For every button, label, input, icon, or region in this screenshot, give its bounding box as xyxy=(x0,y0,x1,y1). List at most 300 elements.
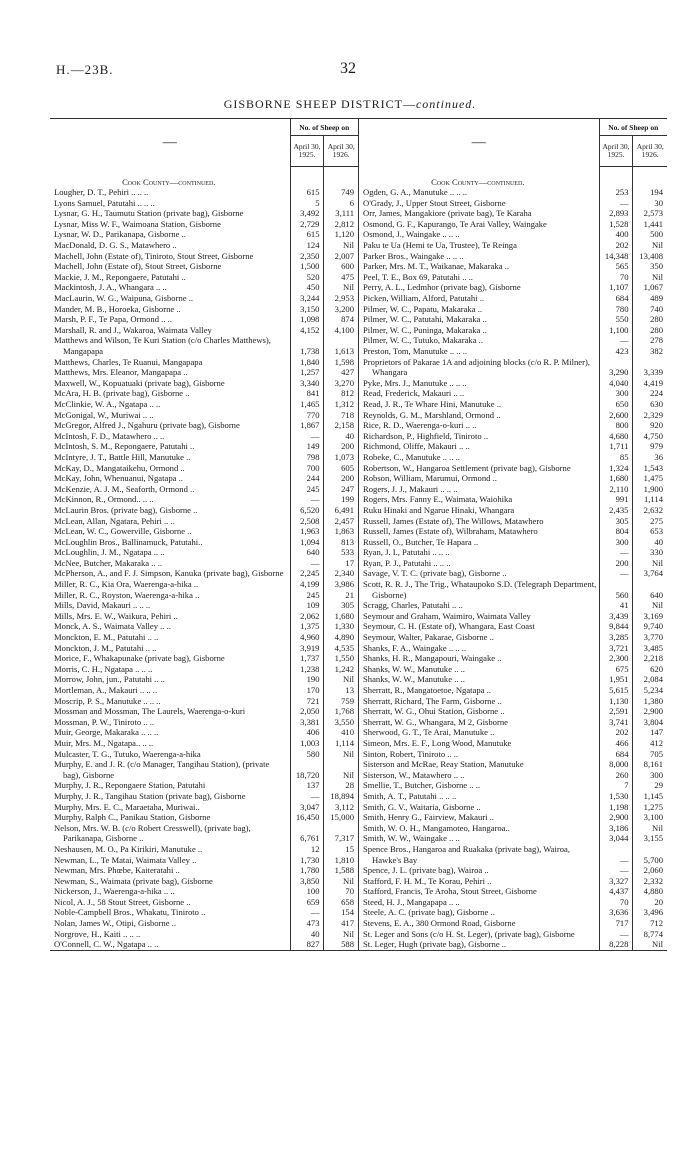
sheep-1925-cell: 550 xyxy=(599,314,633,325)
owner-name-cell: Seymour and Graham, Waimiro, Waimata Valley xyxy=(359,611,599,622)
sheep-1926-cell: 4,100 xyxy=(334,324,354,335)
owner-name-cell: Stafford, F. H. M., Te Korau, Pehiri .. xyxy=(359,876,599,887)
sheep-1925-cell: — xyxy=(290,431,324,442)
table-row xyxy=(359,335,667,346)
owner-name-cell: Osmond, G. F., Kapurango, Te Arai Valley, Waingake xyxy=(359,219,599,230)
sheep-1925-cell: 1,963 xyxy=(290,526,324,537)
sheep-1925-cell: 798 xyxy=(290,452,324,463)
sheep-1926-cell: 605 xyxy=(341,462,354,473)
sheep-1926-cell: 2,812 xyxy=(334,218,354,229)
owner-name-cell: Sisterson and McRae, Reay Station, Manutuke xyxy=(359,759,599,770)
sheep-1926-cell: 1,598 xyxy=(334,356,354,367)
sheep-1925-cell: 1,375 xyxy=(290,621,324,632)
owner-name-cell: Mills, Mrs. E. W., Waikura, Pehiri .. xyxy=(50,611,290,622)
owner-name-cell: Parker Bros., Waingake .. .. .. xyxy=(359,251,599,262)
table-row xyxy=(359,240,667,251)
sheep-1926-cell: 712 xyxy=(650,918,663,929)
table-row xyxy=(50,590,358,601)
table-row xyxy=(359,865,667,876)
table-row xyxy=(50,674,358,685)
table-row xyxy=(359,378,667,389)
sheep-1925-cell: 260 xyxy=(599,770,633,781)
year-1925-header: April 30, 1925. xyxy=(290,136,324,167)
owner-name-cell: Monckton, E. M., Patutahi .. .. xyxy=(50,632,290,643)
sheep-1925-cell: 14,348 xyxy=(599,251,633,262)
table-row xyxy=(50,441,358,452)
owner-name-cell: Lougher, D. T., Pehiri .. .. .. xyxy=(50,187,290,198)
sheep-1925-cell: 1,680 xyxy=(599,473,633,484)
sheep-1925-cell: 717 xyxy=(599,918,633,929)
sheep-1925-cell: 3,850 xyxy=(290,876,324,887)
sheep-1926-cell: 500 xyxy=(650,229,663,240)
sheep-1926-cell: 3,112 xyxy=(334,801,354,812)
sheep-1926-cell: 4,419 xyxy=(643,377,663,388)
owner-name-cell: Rogers, Mrs. Fanny E., Waimata, Waiohika xyxy=(359,494,599,505)
sheep-1925-cell: 804 xyxy=(599,526,633,537)
sheep-1926-cell: Nil xyxy=(343,282,354,293)
table-row xyxy=(50,664,358,675)
sheep-1926-cell: 70 xyxy=(345,886,354,897)
owner-name-cell: Robson, William, Marumui, Ormond .. xyxy=(359,473,599,484)
owner-name-cell: Matthews, Mrs. Eleanor, Mangapapa .. xyxy=(50,367,290,378)
table-row xyxy=(359,516,667,527)
sheep-1926-cell: 620 xyxy=(650,663,663,674)
sheep-1925-cell: 1,094 xyxy=(290,537,324,548)
sheep-1926-cell: 278 xyxy=(650,335,663,346)
sheep-1925-cell: 124 xyxy=(290,240,324,251)
sheep-1925-cell: 770 xyxy=(290,410,324,421)
sheep-1926-cell: 1,242 xyxy=(334,663,354,674)
sheep-1926-cell: 275 xyxy=(650,515,663,526)
sheep-1925-cell: 3,150 xyxy=(290,304,324,315)
table-row xyxy=(50,452,358,463)
sheep-1925-cell: 4,040 xyxy=(599,378,633,389)
table-row xyxy=(359,770,667,781)
table-row xyxy=(359,208,667,219)
owner-name-cell: Miller, R. C., Kia Ora, Waerenga-a-hika .. xyxy=(50,579,290,590)
sheep-1926-cell: 1,768 xyxy=(334,706,354,717)
sheep-1925-cell: 3,340 xyxy=(290,378,324,389)
sheep-1926-cell: 1,543 xyxy=(643,462,663,473)
table-row xyxy=(359,621,667,632)
sheep-1926-cell: 4,880 xyxy=(643,886,663,897)
sheep-1925-cell: 8,000 xyxy=(599,759,633,770)
owner-name-cell: Mackie, J. M., Repongaere, Patutahi .. xyxy=(50,272,290,283)
owner-name-cell: Newman, S., Waimata (private bag), Gisborne xyxy=(50,876,290,887)
owner-name-cell: Peel, T. E., Box 69, Patutahi .. .. xyxy=(359,272,599,283)
table-row xyxy=(359,918,667,929)
sheep-1925-cell: 200 xyxy=(599,558,633,569)
sheep-1925-cell: 1,840 xyxy=(290,357,324,368)
sheep-1926-cell: Nil xyxy=(343,748,354,759)
sheep-1925-cell: 406 xyxy=(290,727,324,738)
table-row xyxy=(50,240,358,251)
table-row xyxy=(359,293,667,304)
owner-name-cell: Muir, Mrs. M., Ngatapa.. .. .. xyxy=(50,738,290,749)
table-row xyxy=(359,399,667,410)
sheep-1926-cell: Nil xyxy=(343,875,354,886)
sheep-1926-cell: 4,535 xyxy=(334,642,354,653)
owner-name-cell: Nelson, Mrs. W. B. (c/o Robert Cresswell), (private bag), Parikanapa, Gisborne .. xyxy=(50,823,290,844)
section-heading: Cook County—continued. xyxy=(50,167,290,188)
owner-name-cell: McClinkie, W. A., Ngatapa .. .. xyxy=(50,399,290,410)
sheep-1926-cell: 30 xyxy=(654,197,663,208)
document-reference: H.—23B. xyxy=(56,62,114,77)
owner-name-cell: McIntosh, S. M., Repongaere, Patutahi .. xyxy=(50,441,290,452)
table-row xyxy=(50,229,358,240)
table-row xyxy=(359,759,667,770)
owner-name-cell: Smith, Henry G., Fairview, Makauri .. xyxy=(359,812,599,823)
owner-name-cell: McKenzie, A. J. M., Seaforth, Ormond .. xyxy=(50,484,290,495)
sheep-1926-cell: 1,145 xyxy=(643,790,663,801)
owner-name-cell: McKay, John, Whenuanui, Ngatapa .. xyxy=(50,473,290,484)
sheep-1926-cell: 300 xyxy=(650,769,663,780)
sheep-1925-cell: 3,244 xyxy=(290,293,324,304)
owner-name-cell: Preston, Tom, Manutuke .. .. .. xyxy=(359,346,599,357)
sheep-1926-cell: Nil xyxy=(652,240,663,251)
sheep-1926-cell: 4,890 xyxy=(334,632,354,643)
sheep-1926-cell: 382 xyxy=(650,346,663,356)
owner-name-cell: Seymour, Walter, Pakarae, Gisborne .. xyxy=(359,632,599,643)
table-row xyxy=(359,897,667,908)
owner-name-cell: Mortleman, A., Makauri .. .. .. xyxy=(50,685,290,696)
owner-name-cell: Nicol, A. J., 58 Stout Street, Gisborne .. xyxy=(50,897,290,908)
sheep-1925-cell: 650 xyxy=(599,399,633,410)
sheep-1926-cell: 475 xyxy=(341,271,354,282)
sheep-1926-cell: 658 xyxy=(341,896,354,907)
sheep-1925-cell: 85 xyxy=(599,452,633,463)
sheep-1925-cell: 4,437 xyxy=(599,886,633,897)
table-row xyxy=(50,367,358,378)
year-1925-header: April 30, 1925. xyxy=(599,136,633,167)
sheep-1925-cell: 2,062 xyxy=(290,611,324,622)
sheep-1926-cell: 2,084 xyxy=(643,674,663,685)
table-row xyxy=(50,314,358,325)
table-row xyxy=(50,918,358,929)
owner-name-cell: Murphy, J. R., Tangihau Station (private bag), Gisborne xyxy=(50,791,290,802)
table-row xyxy=(50,335,358,356)
sheep-1926-cell: 40 xyxy=(345,430,354,441)
owner-name-cell: Russell, James (Estate of), The Willows, Matawhero xyxy=(359,516,599,527)
sheep-1925-cell: 700 xyxy=(290,463,324,474)
table-row xyxy=(359,441,667,452)
sheep-1925-cell: 565 xyxy=(599,261,633,272)
sheep-1925-cell: 190 xyxy=(290,674,324,685)
sheep-1925-cell: 1,730 xyxy=(290,855,324,866)
sheep-1926-cell: 813 xyxy=(341,536,354,547)
table-row xyxy=(359,791,667,802)
sheep-1925-cell: 305 xyxy=(599,516,633,527)
owner-name-cell: Spence, J. L. (private bag), Wairoa .. xyxy=(359,865,599,876)
table-row xyxy=(359,717,667,728)
table-row xyxy=(50,802,358,813)
owner-name-cell: O'Connell, C. W., Ngatapa .. .. xyxy=(50,939,290,950)
sheep-1926-cell: 1,550 xyxy=(334,653,354,664)
sheep-1925-cell: — xyxy=(599,929,633,940)
table-row xyxy=(359,632,667,643)
owner-name-cell: Newman, L., Te Matai, Waimata Valley .. xyxy=(50,855,290,866)
table-row xyxy=(359,833,667,844)
sheep-1926-cell: 1,275 xyxy=(643,801,663,812)
sheep-1925-cell: 3,439 xyxy=(599,611,633,622)
table-row xyxy=(50,219,358,230)
sheep-1926-cell: 13,408 xyxy=(639,250,663,261)
owner-name-cell: Smellie, T., Butcher, Gisborne .. .. xyxy=(359,780,599,791)
sheep-1926-cell: 8,774 xyxy=(643,928,663,939)
table-row xyxy=(359,812,667,823)
table-row xyxy=(359,547,667,558)
sheep-1925-cell: 70 xyxy=(599,272,633,283)
owner-name-cell: Picken, William, Alford, Patutahi .. xyxy=(359,293,599,304)
owner-name-cell: Sinton, Robert, Tiniroto .. .. xyxy=(359,749,599,760)
sheep-1925-cell: 2,350 xyxy=(290,251,324,262)
owner-name-cell: Mills, David, Makauri .. .. .. xyxy=(50,600,290,611)
table-row xyxy=(50,187,358,198)
owner-name-cell: Sherwood, G. T., Te Arai, Manutuke .. xyxy=(359,727,599,738)
sheep-1926-cell: 3,200 xyxy=(334,303,354,314)
table-row xyxy=(359,823,667,834)
sheep-1926-cell: 1,312 xyxy=(334,398,354,409)
owner-name-cell: McLoughlin, J. M., Ngatapa .. .. xyxy=(50,547,290,558)
owner-name-cell: Richardson, P., Highfield, Tiniroto .. xyxy=(359,431,599,442)
owner-name-cell: Morice, F., Whakapunake (private bag), Gisborne xyxy=(50,653,290,664)
sheep-1926-cell: 588 xyxy=(341,939,354,950)
table-row xyxy=(50,431,358,442)
title-main: GISBORNE SHEEP DISTRICT— xyxy=(223,97,416,111)
owner-name-cell: St. Leger, Hugh (private bag), Gisborne .. xyxy=(359,939,599,950)
sheep-1925-cell: 245 xyxy=(290,590,324,601)
sheep-1925-cell: 137 xyxy=(290,780,324,791)
right-table xyxy=(359,119,667,950)
sheep-1926-cell: 1,114 xyxy=(334,737,354,748)
sheep-1926-cell: 412 xyxy=(650,737,663,748)
sheep-1925-cell: 400 xyxy=(599,229,633,240)
sheep-1926-cell: 2,007 xyxy=(334,250,354,261)
owner-name-cell: McLean, W. C., Gowerville, Gisborne .. xyxy=(50,526,290,537)
owner-name-cell: O'Grady, J., Upper Stout Street, Gisborne xyxy=(359,198,599,209)
owner-name-cell: McGonigal, W., Muriwai .. .. xyxy=(50,410,290,421)
owner-name-cell: Russell, O., Butcher, Te Hapara .. xyxy=(359,537,599,548)
sheep-1926-cell: 2,332 xyxy=(643,875,663,886)
sheep-1925-cell: 2,893 xyxy=(599,208,633,219)
sheep-1925-cell: 684 xyxy=(599,749,633,760)
table-row xyxy=(359,749,667,760)
sheep-1925-cell: 991 xyxy=(599,494,633,505)
sheep-1925-cell: 202 xyxy=(599,240,633,251)
table-row xyxy=(50,526,358,537)
owner-name-cell: Marshall, R. and J., Wakaroa, Waimata Valley xyxy=(50,325,290,336)
sheep-1925-cell: 3,285 xyxy=(599,632,633,643)
owner-name-cell: Shanks, W. W., Manutuke .. .. xyxy=(359,674,599,685)
table-row xyxy=(50,685,358,696)
owner-name-cell: Matthews and Wilson, Te Kuri Station (c/o Charles Matthews), Mangapapa xyxy=(50,335,290,356)
sheep-1925-cell: 2,435 xyxy=(599,505,633,516)
owner-name-cell: Morris, C. H., Ngatapa .. .. .. xyxy=(50,664,290,675)
owner-name-cell: Pilmer, W. C., Tutuko, Makaraka .. xyxy=(359,335,599,346)
sheep-1926-cell: 3,986 xyxy=(334,579,354,590)
table-row xyxy=(359,251,667,262)
table-row xyxy=(359,696,667,707)
sheep-1926-cell: 6,491 xyxy=(334,504,354,515)
table-row xyxy=(50,208,358,219)
sheep-1926-cell: 2,340 xyxy=(334,568,354,579)
owner-name-cell: Matthews, Charles, Te Ruanui, Mangapapa xyxy=(50,357,290,368)
left-table xyxy=(50,119,358,950)
table-row xyxy=(359,357,667,378)
sheep-1925-cell: 3,492 xyxy=(290,208,324,219)
owner-name-cell: Mossman and Mossman, The Laurels, Waerenga-o-kuri xyxy=(50,706,290,717)
sheep-1926-cell: 29 xyxy=(654,780,663,791)
table-row xyxy=(359,939,667,950)
owner-name-cell: Scragg, Charles, Patutahi .. .. xyxy=(359,600,599,611)
owner-name-cell: Perry, A. L., Ledmhor (private bag), Gisborne xyxy=(359,282,599,293)
sheep-1926-cell: 1,380 xyxy=(643,695,663,706)
table-row xyxy=(359,420,667,431)
sheep-1925-cell: 841 xyxy=(290,388,324,399)
table-row xyxy=(50,484,358,495)
table-row xyxy=(50,282,358,293)
sheep-1926-cell: 1,441 xyxy=(643,218,663,229)
sheep-1926-cell: 3,270 xyxy=(334,377,354,388)
table-row xyxy=(50,304,358,315)
sheep-1925-cell: 1,098 xyxy=(290,314,324,325)
owner-name-cell: Miller, R. C., Royston, Waerenga-a-hika .. xyxy=(50,590,290,601)
sheep-1926-cell: 2,329 xyxy=(643,409,663,420)
sheep-1925-cell: — xyxy=(290,791,324,802)
sheep-1926-cell: 1,067 xyxy=(643,282,663,293)
owner-name-cell: Smith, A. T., Patutahi .. .. .. xyxy=(359,791,599,802)
sheep-1925-cell: — xyxy=(290,558,324,569)
sheep-1926-cell: 1,120 xyxy=(334,229,354,240)
sheep-1925-cell: 2,300 xyxy=(599,653,633,664)
sheep-1926-cell: 1,114 xyxy=(643,494,663,505)
sheep-1925-cell: 3,290 xyxy=(599,357,633,378)
sheep-1925-cell: 4,199 xyxy=(290,579,324,590)
sheep-1926-cell: 2,632 xyxy=(643,504,663,515)
sheep-count-header: No. of Sheep on xyxy=(290,119,358,136)
table-row xyxy=(359,452,667,463)
owner-name-cell: Scott, R. R. J., The Trig., Whataupoko S.D. (Telegraph Department, Gisborne) xyxy=(359,579,599,600)
sheep-1925-cell: 170 xyxy=(290,685,324,696)
owner-name-cell: St. Leger and Sons (c/o H. St. Leger), (private bag), Gisborne xyxy=(359,929,599,940)
sheep-1925-cell: 202 xyxy=(599,727,633,738)
table-row xyxy=(359,568,667,579)
table-row xyxy=(50,505,358,516)
owner-name-cell: McKay, D., Mangataikehu, Ormond .. xyxy=(50,463,290,474)
owner-name-cell: Maxwell, W., Kopuatuaki (private bag), Gisborne xyxy=(50,378,290,389)
owner-name-cell: Mander, M. B., Horoeka, Gisborne .. xyxy=(50,304,290,315)
sheep-1925-cell: — xyxy=(599,547,633,558)
table-row xyxy=(359,261,667,272)
table-row xyxy=(359,558,667,569)
owner-name-cell: Pilmer, W. C., Papatu, Makaraka .. xyxy=(359,304,599,315)
sheep-1925-cell: 41 xyxy=(599,600,633,611)
sheep-1925-cell: 3,044 xyxy=(599,833,633,844)
table-row xyxy=(359,664,667,675)
sheep-1925-cell: 1,951 xyxy=(599,674,633,685)
table-row xyxy=(50,357,358,368)
table-row xyxy=(359,929,667,940)
owner-name-cell: Lysnar, Miss W. F., Waimoana Station, Gisborne xyxy=(50,219,290,230)
sheep-1926-cell: 1,680 xyxy=(334,610,354,621)
table-row xyxy=(50,632,358,643)
sheep-1925-cell: — xyxy=(599,198,633,209)
sheep-1926-cell: 410 xyxy=(341,727,354,738)
sheep-1926-cell: 417 xyxy=(341,918,354,929)
sheep-1925-cell: 149 xyxy=(290,441,324,452)
right-table-body xyxy=(359,167,667,950)
sheep-1926-cell: 17 xyxy=(345,557,354,568)
sheep-1925-cell: 1,500 xyxy=(290,261,324,272)
sheep-1926-cell: 740 xyxy=(650,303,663,314)
title-continued: continued. xyxy=(415,97,477,111)
table-row xyxy=(50,293,358,304)
sheep-1925-cell: 5 xyxy=(290,198,324,209)
owner-name-cell: Nickerson, J., Waerenga-a-hika .. .. xyxy=(50,886,290,897)
sheep-1926-cell: 330 xyxy=(650,547,663,558)
sheep-1926-cell: 3,100 xyxy=(643,812,663,823)
sheep-1926-cell: 7,317 xyxy=(334,833,354,844)
owner-name-cell: McIntosh, F. D., Matawhero .. .. xyxy=(50,431,290,442)
sheep-1925-cell: 9,844 xyxy=(599,621,633,632)
owner-name-cell: Proprietors of Pakarae 1A and adjoining blocks (c/o R. P. Milner), Whangara xyxy=(359,357,599,378)
owner-name-cell: McPherson, A., and F. J. Simpson, Kanuka (private bag), Gisborne xyxy=(50,568,290,579)
sheep-1926-cell: 3,496 xyxy=(643,907,663,918)
sheep-1925-cell: 7 xyxy=(599,780,633,791)
owner-name-cell: Mossman, P. W., Tiniroto .. .. xyxy=(50,717,290,728)
table-row xyxy=(50,897,358,908)
sheep-1926-cell: Nil xyxy=(652,600,663,611)
sheep-1925-cell: 423 xyxy=(599,346,633,357)
owner-name-cell: Read, J. R., Te Whare Hini, Manutuke .. xyxy=(359,399,599,410)
sheep-1926-cell: 653 xyxy=(650,526,663,537)
owner-name-cell: Steele, A. C. (private bag), Gisborne .. xyxy=(359,907,599,918)
left-table-body xyxy=(50,167,358,950)
table-row xyxy=(50,600,358,611)
sheep-1926-cell: 147 xyxy=(650,727,663,738)
table-row xyxy=(50,261,358,272)
sheep-1926-cell: 3,169 xyxy=(643,610,663,621)
table-row xyxy=(359,526,667,537)
sheep-1925-cell: 1,780 xyxy=(290,865,324,876)
sheep-1926-cell: 2,953 xyxy=(334,293,354,304)
table-row xyxy=(50,251,358,262)
owner-name-cell: Seymour, C. H. (Estate of), Whangara, East Coast xyxy=(359,621,599,632)
owner-name-cell: Sherratt, W. G., Ohui Station, Gisborne .. xyxy=(359,706,599,717)
table-row xyxy=(359,431,667,442)
sheep-1925-cell: 780 xyxy=(599,304,633,315)
owner-name-cell: Neshausen, M. O., Pa Kirikiri, Manutuke .. xyxy=(50,844,290,855)
table-row xyxy=(359,229,667,240)
table-row xyxy=(359,802,667,813)
sheep-1925-cell: 2,050 xyxy=(290,706,324,717)
table-row xyxy=(50,378,358,389)
owner-name-cell: Ruku Hinaki and Ngarue Hinaki, Whangara xyxy=(359,505,599,516)
table-row xyxy=(50,420,358,431)
sheep-1925-cell: 109 xyxy=(290,600,324,611)
sheep-1925-cell: 684 xyxy=(599,293,633,304)
owner-name-cell: Shanks, F. A., Waingake .. .. .. xyxy=(359,643,599,654)
table-row xyxy=(50,399,358,410)
sheep-1925-cell: 40 xyxy=(290,929,324,940)
table-row xyxy=(50,886,358,897)
table-row xyxy=(359,780,667,791)
sheep-1925-cell: 675 xyxy=(599,664,633,675)
owner-name-cell: Ogden, G. A., Manutuke .. .. .. xyxy=(359,187,599,198)
owner-name-cell: Sherratt, R., Mangatoetoe, Ngatapa .. xyxy=(359,685,599,696)
sheep-1925-cell: 615 xyxy=(290,229,324,240)
table-row xyxy=(50,717,358,728)
